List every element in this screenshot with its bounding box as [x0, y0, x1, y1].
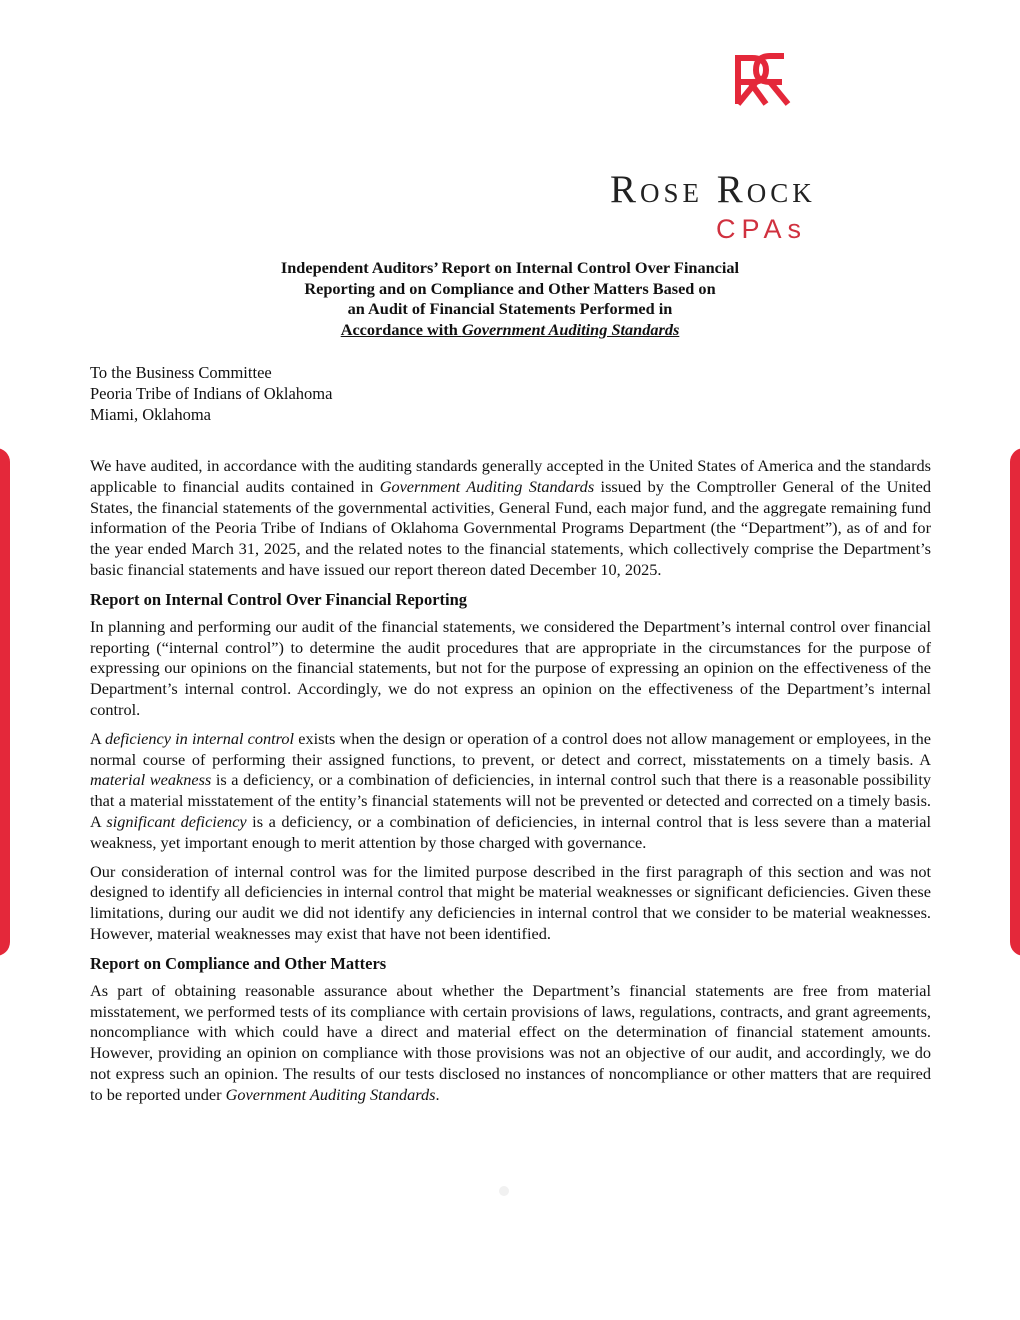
title-line: an Audit of Financial Statements Performed in	[347, 299, 673, 318]
report-title	[160, 258, 860, 340]
title-line: Reporting and on Compliance and Other Matters Based on	[304, 278, 716, 298]
title-line: Independent Auditors’ Report on Internal Control Over Financial	[280, 258, 740, 277]
addressee	[90, 362, 590, 425]
section-heading: Report on Internal Control Over Financial Reporting	[90, 589, 468, 609]
rr-monogram-icon	[726, 52, 796, 108]
left-edge-accent	[0, 448, 10, 956]
logo-wordmark: Rose Rock	[610, 168, 816, 211]
report-body	[90, 456, 931, 1114]
definitions-paragraph: A deficiency in internal control exists when the design or operation of a control does not allow management or employees, in the normal course of performing their assigned functions, to prevent, or detect and correct, misstatements on a timely basis. A material weakness is a deficiency, or a combination of deficiencies, in internal control such that there is a reasonable possibility that a material misstatement of the entity’s financial statements will not be prevented or detected and corrected on a timely basis. A significant deficiency is a deficiency, or a combination of deficiencies, in internal control that is less severe than a material weakness, yet important enough to merit attention by those charged with governance.	[90, 728, 932, 852]
address-line: Peoria Tribe of Indians of Oklahoma	[90, 384, 333, 403]
intro-paragraph: We have audited, in accordance with the auditing standards generally accepted in the United States of America and the standards applicable to financial audits contained in Government Auditing Standards issued by the Comptroller General of the United States, the financial statements of the governmental activities, General Fund, each major fund, and the aggregate remaining fund information of the Peoria Tribe of Indians of Oklahoma Governmental Programs Department (the “Department”), as of and for the year ended March 31, 2025, and the related notes to the financial statements, which collectively comprise the Department’s basic financial statements and have issued our report thereon dated December 10, 2025.	[90, 456, 931, 579]
title-text-italic: Government Auditing Standards	[461, 319, 680, 339]
address-line: Miami, Oklahoma	[90, 405, 211, 424]
right-edge-accent	[1010, 448, 1020, 956]
title-text: Accordance with	[340, 319, 462, 339]
faint-page-mark-icon	[497, 1184, 511, 1198]
paragraph: In planning and performing our audit of the financial statements, we considered the Department’s internal control over financial reporting (“internal control”) to determine the audit procedures that are appropriate in the circumstances for the purpose of expressing our opinions on the financial statements, but not for the purpose of expressing an opinion on the effectiveness of the Department’s internal control. Accordingly, we do not express an opinion on the effectiveness of the Department’s internal control.	[90, 616, 931, 719]
logo-subtitle: CPAs	[716, 214, 808, 244]
rose-rock-logo	[600, 52, 930, 244]
paragraph: Our consideration of internal control was for the limited purpose described in the first paragraph of this section and was not designed to identify all deficiencies in internal control that might be material weaknesses or significant deficiencies. Given these limitations, during our audit we did not identify any deficiencies in internal control that we consider to be material weaknesses. However, material weaknesses may exist that have not been identified.	[90, 861, 931, 943]
address-line: To the Business Committee	[90, 363, 272, 382]
compliance-paragraph: As part of obtaining reasonable assurance about whether the Department’s financial statements are free from material misstatement, we performed tests of its compliance with certain provisions of laws, regulations, contracts, and grant agreements, noncompliance with which could have a direct and material effect on the determination of financial statement amounts. However, providing an opinion on compliance with those provisions was not an objective of our audit, and accordingly, we do not express such an opinion. The results of our tests disclosed no instances of noncompliance or other matters that are required to be reported under Government Auditing Standards.	[90, 980, 931, 1104]
title-line	[160, 320, 860, 341]
section-heading: Report on Compliance and Other Matters	[90, 953, 387, 973]
